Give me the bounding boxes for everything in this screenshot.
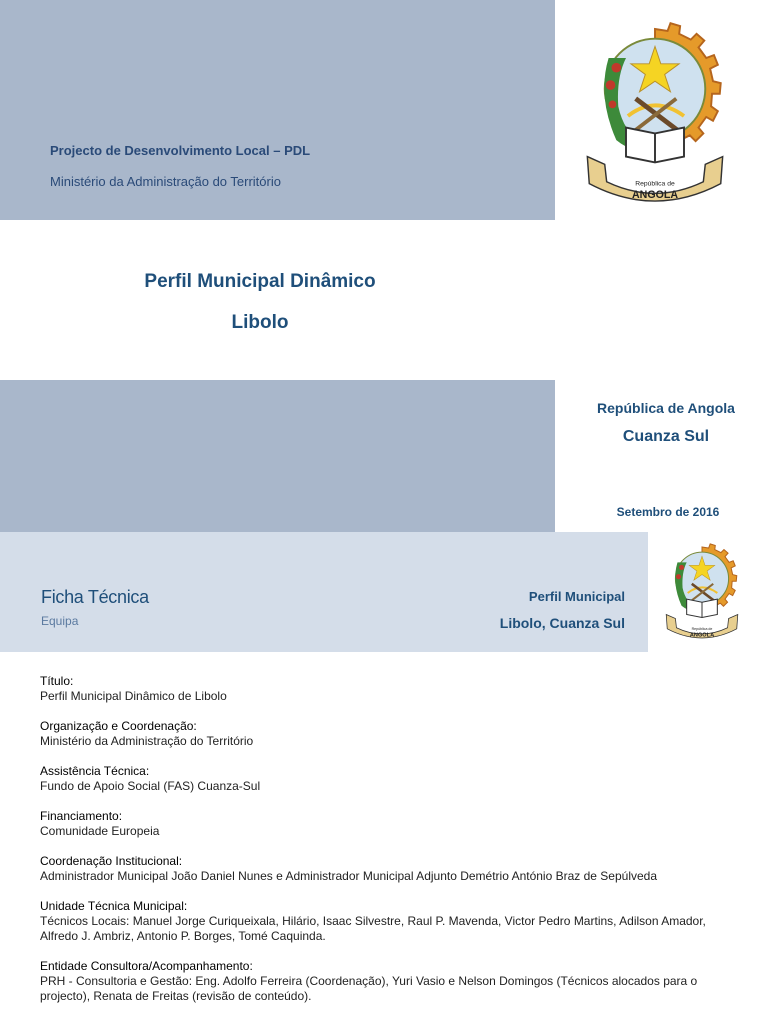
ficha-right-value: Libolo, Cuanza Sul <box>499 615 625 631</box>
credit-item <box>40 764 730 794</box>
credit-value: PRH - Consultoria e Gestão: Eng. Adolfo Ferreira (Coordenação), Yuri Vasio e Nelson Domingos (Técnicos alocados para o projecto), Renata de Freitas (revisão de conteúdo). <box>40 974 698 1003</box>
credit-value: Fundo de Apoio Social (FAS) Cuanza-Sul <box>40 779 261 793</box>
emblem-ribbon-small: República de <box>635 180 675 188</box>
ficha-heading: Ficha Técnica <box>41 587 149 607</box>
project-name: Projecto de Desenvolvimento Local – PDL <box>50 143 311 158</box>
province-label: Cuanza Sul <box>622 428 710 445</box>
credit-label: Entidade Consultora/Acompanhamento: <box>40 959 253 973</box>
document-title: Perfil Municipal Dinâmico <box>144 271 376 292</box>
credit-item <box>40 809 730 839</box>
credit-item <box>40 854 730 884</box>
credit-item <box>40 674 730 704</box>
credit-label: Coordenação Institucional: <box>40 854 183 868</box>
credit-value: Perfil Municipal Dinâmico de Libolo <box>40 689 227 703</box>
credit-value: Administrador Municipal João Daniel Nunes e Administrador Municipal Adjunto Demétrio António Braz de Sepúlveda <box>40 869 658 883</box>
small-emblem-ribbon-large: ANGOLA <box>689 632 715 639</box>
angola-coat-of-arms-small-icon <box>656 538 748 648</box>
credit-item <box>40 899 730 944</box>
credit-label: Unidade Técnica Municipal: <box>40 899 188 913</box>
credits-list <box>40 674 730 1019</box>
ministry-name: Ministério da Administração do Território <box>50 174 281 189</box>
angola-coat-of-arms-icon <box>568 18 742 214</box>
emblem-ribbon-large: ANGOLA <box>631 189 679 202</box>
credit-label: Título: <box>40 674 74 688</box>
country-label: República de Angola <box>597 400 735 416</box>
credit-label: Organização e Coordenação: <box>40 719 197 733</box>
credit-value: Técnicos Locais: Manuel Jorge Curiqueixala, Hilário, Isaac Silvestre, Raul P. Mavenda, Victor Pedro Martins, Adilson Amador, Alfredo J. Ambriz, Antonio P. Borges, Tomé Caquinda. <box>40 914 706 943</box>
small-emblem-ribbon-small: República de <box>691 626 713 631</box>
credit-item <box>40 959 730 1004</box>
ficha-right-label: Perfil Municipal <box>528 589 625 604</box>
middle-band <box>0 380 555 532</box>
credit-label: Assistência Técnica: <box>40 764 150 778</box>
credit-label: Financiamento: <box>40 809 123 823</box>
credit-item <box>40 719 730 749</box>
credit-value: Comunidade Europeia <box>40 824 160 838</box>
publication-date: Setembro de 2016 <box>616 505 720 519</box>
ficha-subheading: Equipa <box>41 614 79 628</box>
municipality-title: Libolo <box>231 312 289 333</box>
credit-value: Ministério da Administração do Território <box>40 734 254 748</box>
